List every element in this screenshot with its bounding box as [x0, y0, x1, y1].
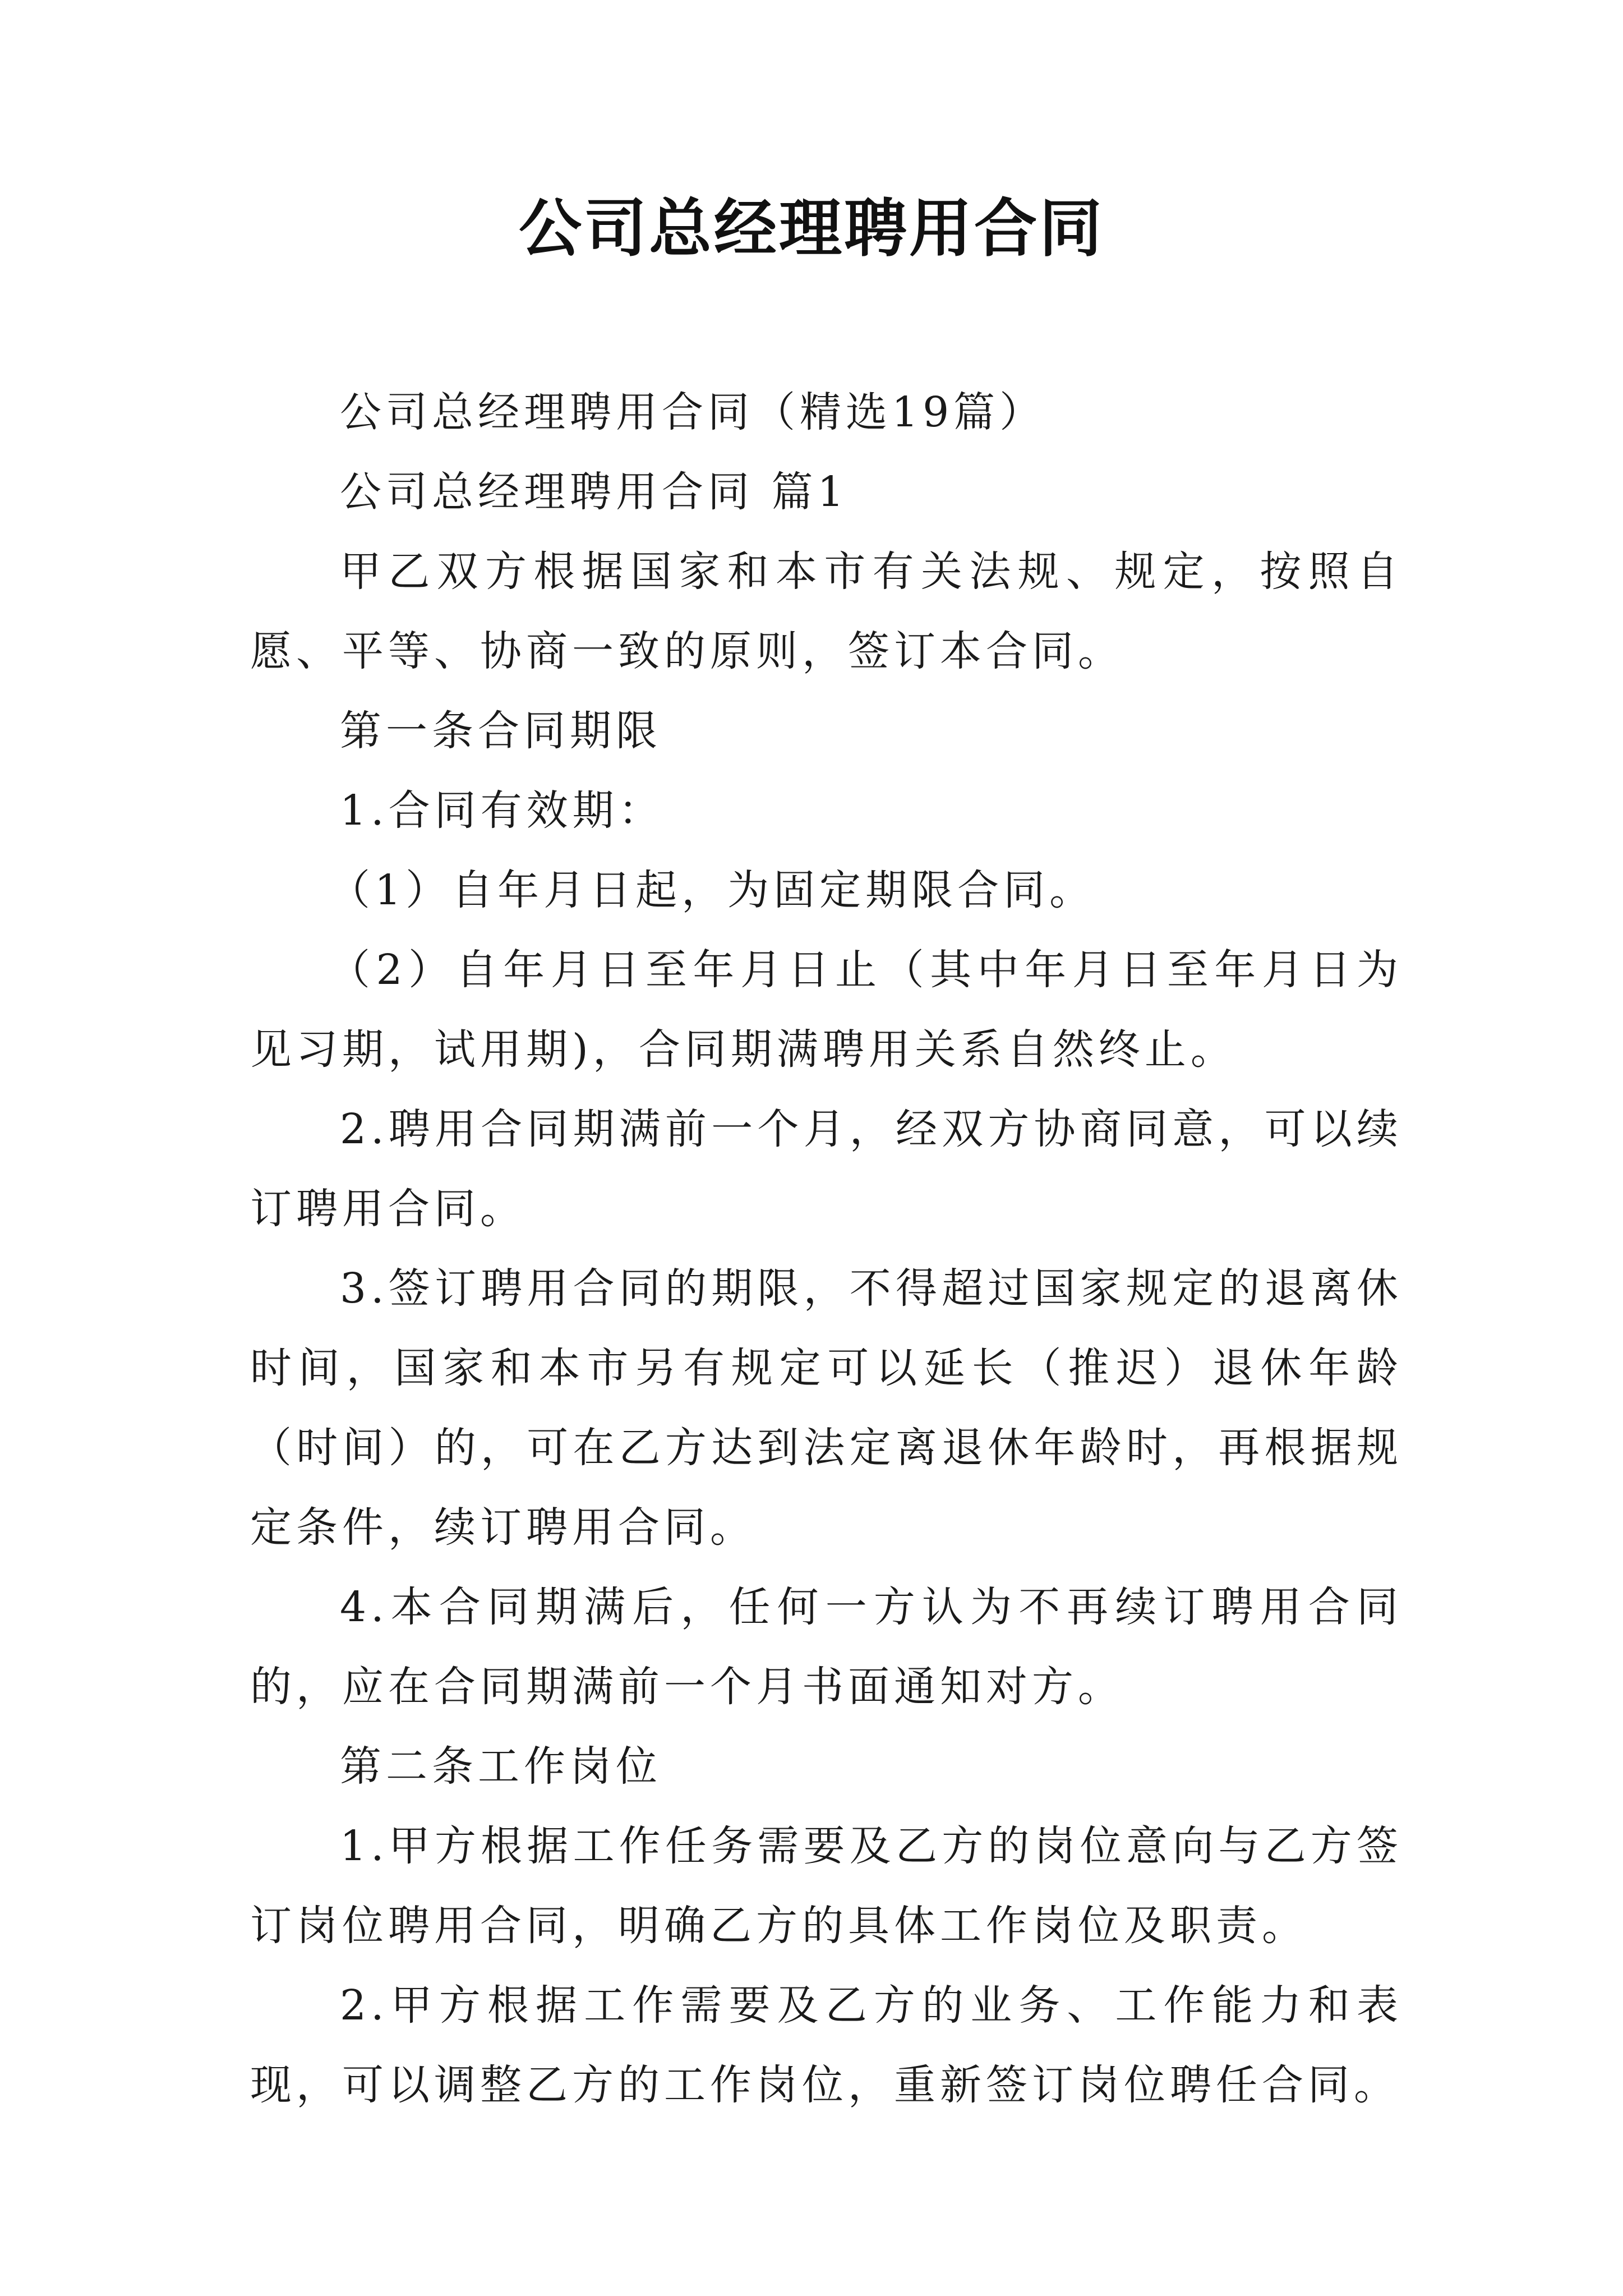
section-heading-position: 第二条工作岗位 — [340, 1742, 662, 1791]
clause-position-assignment: 1.甲方根据工作任务需要及乙方的岗位意向与乙方签订岗位聘用合同，明确乙方的具体工作岗位及职责。 — [250, 1822, 1403, 1950]
collection-heading: 公司总经理聘用合同（精选19篇） — [340, 388, 1046, 436]
article-heading: 公司总经理聘用合同 篇1 — [340, 468, 849, 516]
clause-renewal: 2.聘用合同期满前一个月，经双方协商同意，可以续订聘用合同。 — [250, 1105, 1403, 1233]
clause-position-adjustment: 2.甲方根据工作需要及乙方的业务、工作能力和表现，可以调整乙方的工作岗位，重新签订岗位聘任合同。 — [250, 1981, 1403, 2109]
clause-retirement: 3.签订聘用合同的期限，不得超过国家规定的退离休时间，国家和本市另有规定可以延长（推迟）退休年龄（时间）的，可在乙方达到法定离退休年龄时，再根据规定条件，续订聘用合同。 — [250, 1264, 1403, 1552]
page-title: 公司总经理聘用合同 — [519, 192, 1104, 265]
clause-validity: 1.合同有效期： — [340, 786, 665, 835]
section-heading-term: 第一条合同期限 — [340, 707, 662, 755]
document-body — [250, 372, 1403, 2125]
subclause-fixed-term: （1）自年月日起，为固定期限合同。 — [329, 866, 1096, 914]
subclause-probation: （2）自年月日至年月日止（其中年月日至年月日为见习期，试用期)，合同期满聘用关系自然终止。 — [250, 946, 1403, 1074]
intro-paragraph: 甲乙双方根据国家和本市有关法规、规定，按照自愿、平等、协商一致的原则，签订本合同。 — [250, 547, 1403, 675]
clause-termination-notice: 4.本合同期满后，任何一方认为不再续订聘用合同的，应在合同期满前一个月书面通知对方。 — [250, 1583, 1403, 1711]
